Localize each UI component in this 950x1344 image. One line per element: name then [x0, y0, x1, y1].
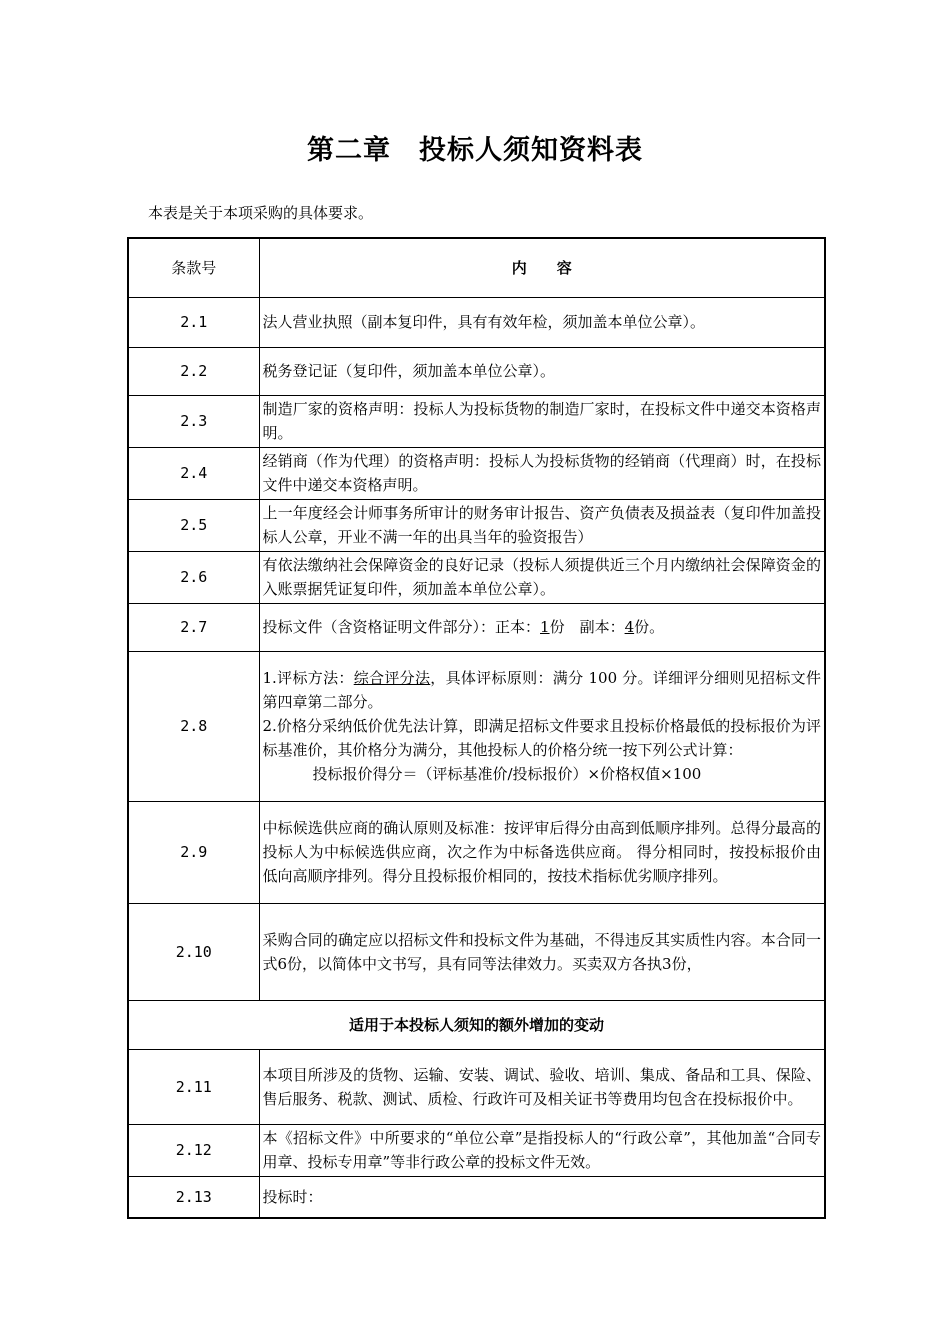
header-content: 内 容	[259, 238, 825, 297]
clause-number: 2.7	[128, 603, 259, 651]
clause-content: 投标时：	[259, 1176, 825, 1218]
table-row	[128, 1049, 825, 1124]
clause-content: 有依法缴纳社会保障资金的良好记录（投标人须提供近三个月内缴纳社会保障资金的入账票据凭证复印件，须加盖本单位公章）。	[259, 551, 825, 603]
table-row	[128, 395, 825, 447]
copy-count: 4	[624, 618, 635, 636]
clause-content	[259, 603, 825, 651]
original-count: 1	[540, 618, 550, 636]
clause-content: 中标候选供应商的确认原则及标准：按评审后得分由高到低顺序排列。总得分最高的投标人为中标候选供应商，次之作为中标备选供应商。 得分相同时，按投标报价由低向高顺序排列。得分且投标报价相同的，按技术指标优劣顺序排列。	[259, 801, 825, 903]
clause-number: 2.8	[128, 651, 259, 801]
clause-number: 2.1	[128, 297, 259, 347]
clause-number: 2.6	[128, 551, 259, 603]
intro-text: 本表是关于本项采购的具体要求。	[148, 204, 374, 222]
table-row	[128, 551, 825, 603]
clause-content	[259, 651, 825, 801]
clause-number: 2.11	[128, 1049, 259, 1124]
copies-text-b: 份 副本：	[549, 618, 625, 636]
table-header-row	[128, 238, 825, 297]
clause-number: 2.2	[128, 347, 259, 395]
page-title: 第二章 投标人须知资料表	[307, 135, 643, 166]
section-row	[128, 1000, 825, 1049]
clause-number: 2.10	[128, 903, 259, 1000]
clause-content: 采购合同的确定应以招标文件和投标文件为基础，不得违反其实质性内容。本合同一式6份，以简体中文书写，具有同等法律效力。买卖双方各执3份，	[259, 903, 825, 1000]
eval-method: 综合评分法	[353, 669, 431, 687]
clause-content: 法人营业执照（副本复印件，具有有效年检，须加盖本单位公章）。	[259, 297, 825, 347]
header-clause: 条款号	[128, 238, 259, 297]
table-row	[128, 1124, 825, 1176]
clause-number: 2.5	[128, 499, 259, 551]
copies-text-c: 份。	[634, 618, 665, 636]
table-row	[128, 603, 825, 651]
clause-content: 税务登记证（复印件，须加盖本单位公章）。	[259, 347, 825, 395]
clause-content: 上一年度经会计师事务所审计的财务审计报告、资产负债表及损益表（复印件加盖投标人公章，开业不满一年的出具当年的验资报告）	[259, 499, 825, 551]
table-row	[128, 903, 825, 1000]
clause-number: 2.4	[128, 447, 259, 499]
eval-line1-a: 1.评标方法：	[262, 669, 354, 687]
table-row	[128, 1176, 825, 1218]
copies-text-a: 投标文件（含资格证明文件部分）：正本：	[262, 618, 541, 636]
price-formula: 投标报价得分＝（评标基准价/投标报价）×价格权值×100	[312, 765, 702, 783]
section-title: 适用于本投标人须知的额外增加的变动	[128, 1000, 825, 1049]
table-row	[128, 297, 825, 347]
table-row	[128, 447, 825, 499]
eval-line2: 2.价格分采纳低价优先法计算，即满足招标文件要求且投标价格最低的投标报价为评标基准价，其价格分为满分，其他投标人的价格分统一按下列公式计算：	[262, 717, 821, 759]
clause-content: 经销商（作为代理）的资格声明：投标人为投标货物的经销商（代理商）时，在投标文件中递交本资格声明。	[259, 447, 825, 499]
table-row	[128, 801, 825, 903]
table-row	[128, 347, 825, 395]
clause-content: 本《招标文件》中所要求的“单位公章”是指投标人的“行政公章”，其他加盖“合同专用章、投标专用章”等非行政公章的投标文件无效。	[259, 1124, 825, 1176]
eval-line1-b: ，具体评标原则：满分 100 分。详细评分细则见招标文件第四章第二部分。	[262, 669, 821, 711]
clause-content: 制造厂家的资格声明：投标人为投标货物的制造厂家时，在投标文件中递交本资格声明。	[259, 395, 825, 447]
table-row	[128, 651, 825, 801]
clause-number: 2.13	[128, 1176, 259, 1218]
clause-number: 2.9	[128, 801, 259, 903]
clause-content: 本项目所涉及的货物、运输、安装、调试、验收、培训、集成、备品和工具、保险、售后服务、税款、测试、质检、行政许可及相关证书等费用均包含在投标报价中。	[259, 1049, 825, 1124]
clause-number: 2.12	[128, 1124, 259, 1176]
requirements-table	[127, 237, 826, 1219]
clause-number: 2.3	[128, 395, 259, 447]
table-row	[128, 499, 825, 551]
